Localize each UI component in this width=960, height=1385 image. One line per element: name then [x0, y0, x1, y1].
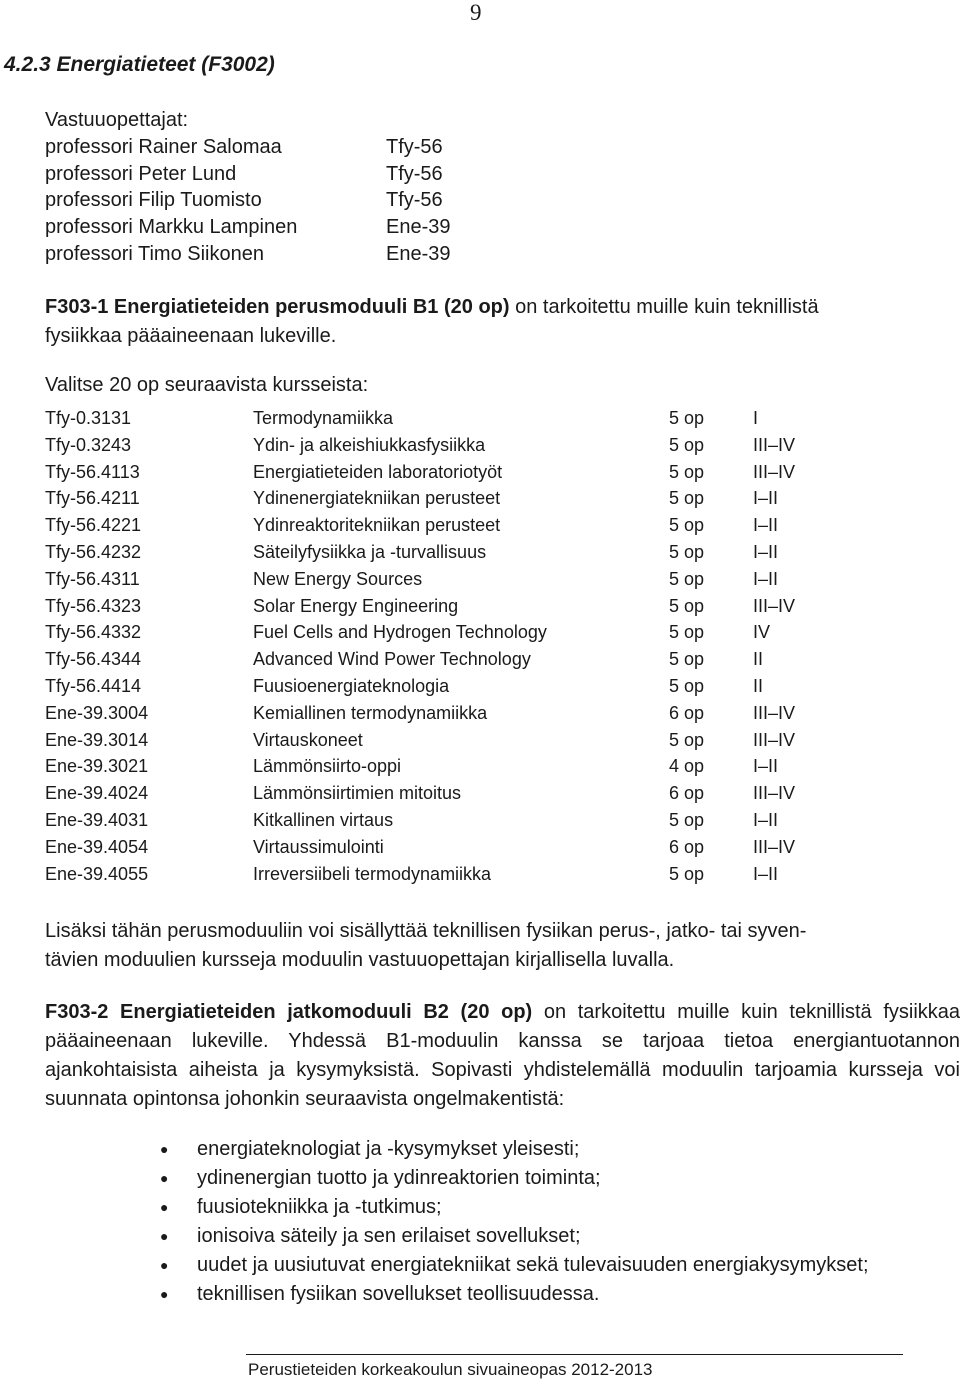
course-credits: 5 op — [669, 809, 705, 830]
staff-row — [45, 214, 451, 241]
course-period: III–IV — [753, 836, 796, 857]
course-code: Ene-39.3004 — [45, 702, 149, 723]
course-code: Tfy-56.4323 — [45, 595, 142, 616]
course-row — [45, 861, 845, 888]
course-name: Kemiallinen termodynamiikka — [253, 702, 488, 723]
bullet-icon: ● — [160, 1257, 169, 1273]
course-name: Virtauskoneet — [253, 729, 363, 750]
course-row — [45, 727, 845, 754]
page-number: 9 — [470, 0, 482, 25]
course-period: I — [753, 408, 759, 428]
course-period: II — [753, 675, 764, 696]
course-row — [45, 405, 845, 432]
bullet-icon: ● — [160, 1286, 169, 1302]
course-period: III–IV — [753, 434, 796, 455]
course-row — [45, 700, 845, 727]
staff-name: professori Rainer Salomaa — [45, 135, 282, 158]
staff-name: professori Peter Lund — [45, 162, 237, 185]
topic-item — [160, 1222, 960, 1251]
course-period: I–II — [753, 756, 779, 777]
course-name: Lämmönsiirto-oppi — [253, 756, 402, 777]
topic-text: fuusiotekniikka ja -tutkimus; — [197, 1196, 442, 1218]
course-name: Säteilyfysiikka ja -turvallisuus — [253, 541, 487, 562]
course-period: I–II — [753, 809, 779, 830]
staff-row — [45, 241, 451, 268]
course-credits: 5 op — [669, 595, 705, 616]
course-row — [45, 807, 845, 834]
course-code: Tfy-56.4332 — [45, 622, 142, 643]
addition-line2: tävien moduulien kursseja moduulin vastuuopettajan kirjallisella luvalla. — [45, 949, 675, 971]
footer-divider — [246, 1354, 903, 1355]
staff-unit: Tfy-56 — [386, 162, 443, 185]
course-credits: 5 op — [669, 675, 705, 696]
topic-text: ionisoiva säteily ja sen erilaiset sovellukset; — [197, 1225, 581, 1247]
topic-text: teknillisen fysiikan sovellukset teollisuudessa. — [197, 1283, 600, 1305]
course-name: Ydinenergiatekniikan perusteet — [253, 488, 501, 509]
topic-text: uudet ja uusiutuvat energiatekniikat sekä tulevaisuuden energiakysymykset; — [197, 1254, 869, 1276]
course-code: Ene-39.4055 — [45, 863, 149, 884]
topic-item — [160, 1193, 960, 1222]
course-list — [45, 405, 845, 887]
staff-name: professori Filip Tuomisto — [45, 189, 262, 212]
course-row — [45, 432, 845, 459]
course-period: III–IV — [753, 729, 796, 750]
course-code: Tfy-56.4414 — [45, 675, 142, 696]
module2-description — [45, 998, 960, 1114]
course-name: Advanced Wind Power Technology — [253, 649, 531, 670]
course-credits: 5 op — [669, 515, 705, 536]
course-code: Tfy-56.4311 — [45, 568, 140, 589]
course-row — [45, 673, 845, 700]
module1-line1-rest: on tarkoitettu muille kuin teknillistä — [509, 296, 819, 318]
course-name: Fuusioenergiateknologia — [253, 675, 450, 696]
course-name: Ydinreaktoritekniikan perusteet — [253, 515, 501, 536]
course-name: Virtaussimulointi — [253, 836, 384, 857]
staff-name: professori Markku Lampinen — [45, 216, 298, 239]
course-credits: 5 op — [669, 863, 705, 884]
module1-line2: fysiikkaa pääaineenaan lukeville. — [45, 325, 337, 347]
course-row — [45, 485, 845, 512]
topic-item — [160, 1280, 960, 1309]
course-code: Tfy-0.3131 — [45, 408, 132, 428]
course-period: III–IV — [753, 461, 796, 482]
course-name: Fuel Cells and Hydrogen Technology — [253, 622, 547, 643]
bullet-icon: ● — [160, 1141, 169, 1157]
course-period: III–IV — [753, 783, 796, 804]
course-credits: 5 op — [669, 568, 705, 589]
course-credits: 5 op — [669, 649, 705, 670]
course-period: I–II — [753, 515, 779, 536]
course-row — [45, 566, 845, 593]
course-name: Termodynamiikka — [253, 408, 394, 428]
topic-item — [160, 1135, 960, 1164]
bullet-icon: ● — [160, 1170, 169, 1186]
course-row — [45, 753, 845, 780]
topic-list — [160, 1135, 960, 1309]
module1-title: F303-1 Energiatieteiden perusmoduuli B1 (20 op) — [45, 296, 510, 318]
course-row — [45, 539, 845, 566]
course-period: III–IV — [753, 702, 796, 723]
staff-unit: Ene-39 — [386, 216, 451, 239]
course-row — [45, 646, 845, 673]
course-credits: 5 op — [669, 434, 705, 455]
bullet-icon: ● — [160, 1199, 169, 1215]
course-code: Tfy-56.4221 — [45, 515, 142, 536]
course-credits: 5 op — [669, 622, 705, 643]
course-name: Kitkallinen virtaus — [253, 809, 394, 830]
staff-name: professori Timo Siikonen — [45, 242, 264, 265]
course-code: Tfy-56.4211 — [45, 488, 140, 509]
course-row — [45, 619, 845, 646]
topic-item — [160, 1164, 960, 1193]
course-credits: 5 op — [669, 461, 705, 482]
course-code: Ene-39.4024 — [45, 783, 149, 804]
addition-paragraph — [45, 917, 960, 975]
course-code: Ene-39.3021 — [45, 756, 149, 777]
footer-text: Perustieteiden korkeakoulun sivuaineopas 2012-2013 — [248, 1360, 653, 1379]
staff-heading: Vastuuopettajat: — [45, 109, 189, 131]
course-name: Ydin- ja alkeishiukkasfysiikka — [253, 434, 486, 455]
course-code: Ene-39.4054 — [45, 836, 149, 857]
course-row — [45, 512, 845, 539]
course-code: Tfy-56.4113 — [45, 461, 140, 482]
module1-description — [45, 293, 960, 351]
course-name: Energiatieteiden laboratoriotyöt — [253, 461, 503, 482]
staff-unit: Tfy-56 — [386, 135, 443, 158]
staff-row — [45, 187, 451, 214]
course-credits: 5 op — [669, 729, 705, 750]
staff-row — [45, 161, 451, 188]
course-credits: 5 op — [669, 488, 705, 509]
bullet-icon: ● — [160, 1228, 169, 1244]
course-row — [45, 593, 845, 620]
staff-unit: Ene-39 — [386, 242, 451, 265]
course-code: Tfy-56.4344 — [45, 649, 142, 670]
course-period: III–IV — [753, 595, 796, 616]
course-credits: 6 op — [669, 702, 705, 723]
course-row — [45, 459, 845, 486]
course-credits: 6 op — [669, 836, 705, 857]
topic-text: ydinenergian tuotto ja ydinreaktorien toiminta; — [197, 1167, 601, 1189]
addition-line1: Lisäksi tähän perusmoduuliin voi sisällyttää teknillisen fysiikan perus-, jatko- tai syven- — [45, 920, 807, 942]
course-name: Irreversiibeli termodynamiikka — [253, 863, 492, 884]
course-period: IV — [753, 622, 771, 643]
topic-item — [160, 1251, 960, 1280]
course-period: II — [753, 649, 764, 670]
course-row — [45, 834, 845, 861]
course-credits: 6 op — [669, 783, 705, 804]
course-name: New Energy Sources — [253, 568, 423, 589]
course-period: I–II — [753, 568, 779, 589]
course-code: Tfy-0.3243 — [45, 434, 132, 455]
course-credits: 5 op — [669, 408, 705, 428]
course-credits: 5 op — [669, 541, 705, 562]
course-row — [45, 780, 845, 807]
course-name: Lämmönsiirtimien mitoitus — [253, 783, 462, 804]
module2-body: on tarkoitettu muille kuin teknillistä fysiikkaa pääaineenaan lukeville. Yhdessä B1-moduulin kanssa se tarjoaa tietoa energiantuotannon ajankohtaisista aiheista ja kysymyksistä. Sopivasti yhdistelemällä moduulin tarjoamia kursseja voi suunnata opintonsa johonkin seuraavista ongelmakentistä: — [45, 1001, 960, 1110]
staff-row — [45, 134, 451, 161]
topic-text: energiateknologiat ja -kysymykset yleisesti; — [197, 1138, 580, 1160]
course-period: I–II — [753, 488, 779, 509]
courses-intro: Valitse 20 op seuraavista kursseista: — [45, 374, 369, 396]
course-code: Tfy-56.4232 — [45, 541, 142, 562]
course-period: I–II — [753, 541, 779, 562]
module2-title: F303-2 Energiatieteiden jatkomoduuli B2 (20 op) — [45, 1001, 533, 1023]
course-code: Ene-39.4031 — [45, 809, 149, 830]
module1-line1 — [45, 293, 960, 322]
course-name: Solar Energy Engineering — [253, 595, 459, 616]
course-code: Ene-39.3014 — [45, 729, 149, 750]
section-title: 4.2.3 Energiatieteet (F3002) — [4, 53, 275, 76]
staff-unit: Tfy-56 — [386, 189, 443, 212]
course-period: I–II — [753, 863, 779, 884]
responsible-teachers — [45, 107, 451, 268]
course-credits: 4 op — [669, 756, 705, 777]
